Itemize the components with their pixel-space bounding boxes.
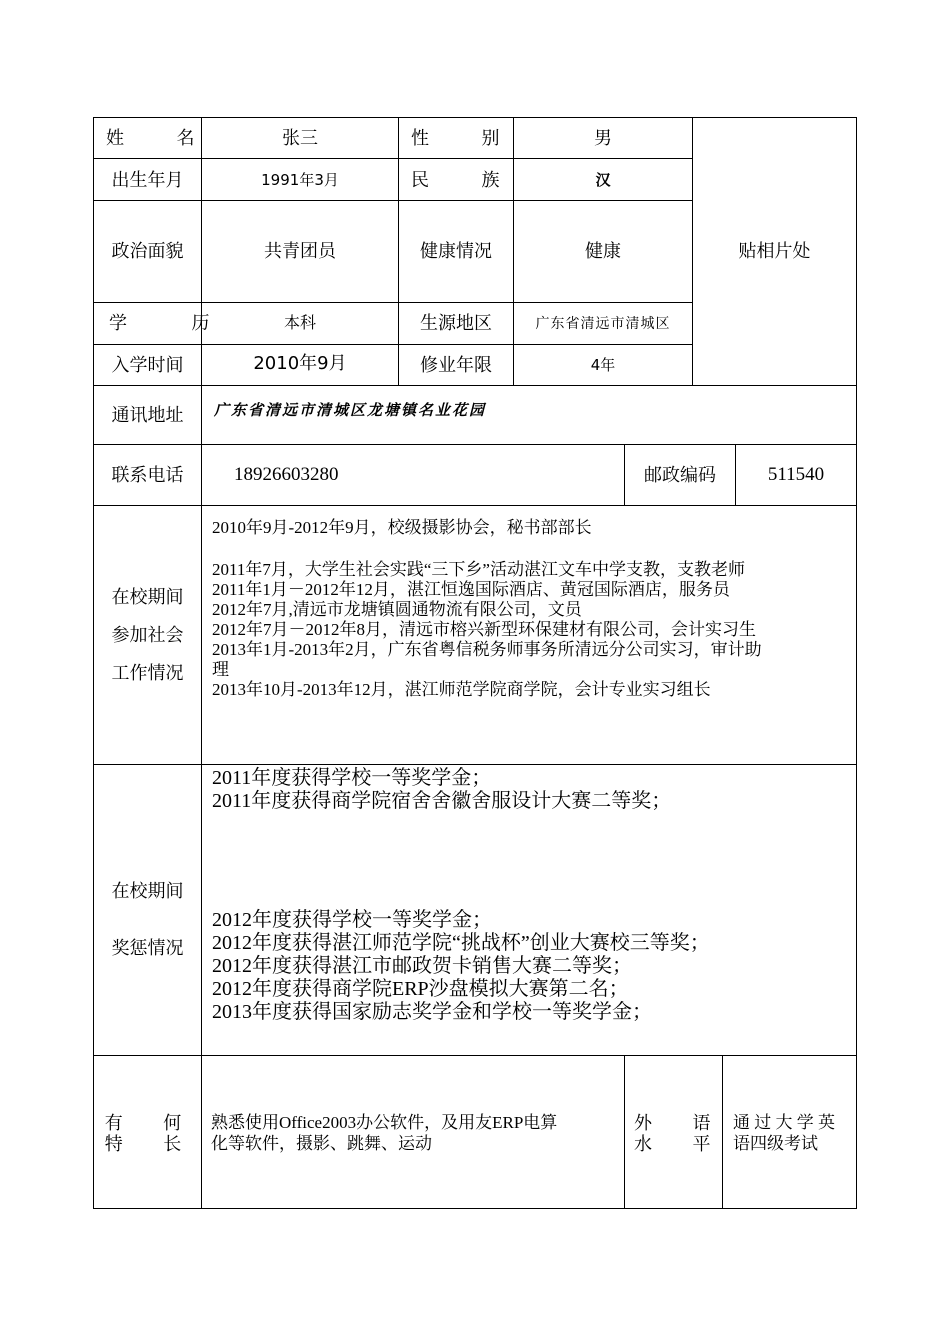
duration-value: 4年 <box>590 356 616 374</box>
birth-value: 1991年3月 <box>261 171 339 189</box>
list-item: 2011年度获得学校一等奖学金； <box>212 767 492 789</box>
gender-value: 男 <box>594 128 612 148</box>
list-item: 2012年7月,清远市龙塘镇圆通物流有限公司，文员 <box>212 600 582 619</box>
award-label-line1: 在校期间 <box>111 881 184 901</box>
table-border <box>93 1208 857 1209</box>
row-divider <box>93 158 693 159</box>
list-item: 2011年1月－2012年12月，湛江恒逸国际酒店、黄冠国际酒店，服务员 <box>212 580 730 599</box>
address-label: 通讯地址 <box>111 405 184 425</box>
work-label-line3: 工作情况 <box>111 663 184 683</box>
health-value: 健康 <box>585 241 621 261</box>
postcode-label: 邮政编码 <box>644 465 716 485</box>
origin-value: 广东省清远市清城区 <box>535 316 671 332</box>
ethnicity-label: 民 族 <box>411 170 524 190</box>
postcode-value: 511540 <box>767 464 825 485</box>
photo-placeholder: 贴相片处 <box>738 241 811 261</box>
row-divider <box>93 505 857 506</box>
language-value-line2: 语四级考试 <box>733 1134 818 1153</box>
skills-label-line2: 特 长 <box>104 1134 200 1154</box>
table-border <box>93 117 857 118</box>
gender-label: 性 别 <box>411 128 524 148</box>
list-item: 2011年度获得商学院宿舍舍徽舍服设计大赛二等奖； <box>212 790 672 812</box>
language-value-line1: 通 过 大 学 英 <box>733 1113 835 1132</box>
education-label: 学 历 <box>109 313 240 333</box>
work-list <box>212 518 762 700</box>
list-item: 2013年度获得国家励志奖学金和学校一等奖学金； <box>212 1001 652 1023</box>
political-label: 政治面貌 <box>111 241 184 261</box>
list-item: 2012年度获得湛江师范学院“挑战杯”创业大赛校三等奖； <box>212 932 710 954</box>
address-value: 广东省清远市清城区龙塘镇名业花园 <box>214 401 487 419</box>
skills-value-line1: 熟悉使用Office2003办公软件，及用友ERP电算 <box>211 1113 558 1132</box>
birth-label: 出生年月 <box>111 170 184 190</box>
row-divider <box>93 444 857 445</box>
list-item: 2010年9月-2012年9月，校级摄影协会，秘书部部长 <box>212 518 592 537</box>
col-divider <box>201 117 202 1209</box>
skills-label-line1: 有 何 <box>104 1113 200 1133</box>
phone-label: 联系电话 <box>111 465 184 485</box>
row-divider <box>93 200 693 201</box>
award-label-line2: 奖惩情况 <box>111 938 184 958</box>
work-label-line1: 在校期间 <box>111 587 184 607</box>
row-divider <box>93 764 857 765</box>
language-label-line2: 水 平 <box>634 1134 729 1154</box>
enroll-value: 2010年9月 <box>253 353 347 374</box>
political-value: 共青团员 <box>264 241 336 261</box>
phone-value: 18926603280 <box>234 464 339 485</box>
row-divider <box>93 302 693 303</box>
skills-value-line2: 化等软件，摄影、跳舞、运动 <box>211 1134 432 1153</box>
row-divider <box>93 385 857 386</box>
education-value: 本科 <box>283 315 316 332</box>
list-item: 2013年10月-2013年12月，湛江师范学院商学院，会计专业实习组长 <box>212 680 711 699</box>
health-label: 健康情况 <box>420 241 492 261</box>
origin-label: 生源地区 <box>420 313 492 333</box>
name-value: 张三 <box>282 128 318 148</box>
work-label-line2: 参加社会 <box>111 625 184 645</box>
row-divider <box>93 1055 857 1056</box>
duration-label: 修业年限 <box>420 355 492 375</box>
list-item: 2012年度获得湛江市邮政贺卡销售大赛二等奖； <box>212 955 632 977</box>
list-item: 2013年1月-2013年2月，广东省粤信税务师事务所清远分公司实习，审计助 <box>212 640 762 659</box>
ethnicity-value: 汉 <box>595 171 611 189</box>
list-item: 理 <box>212 660 229 679</box>
table-border <box>856 117 857 1209</box>
list-item: 2012年度获得学校一等奖学金； <box>212 909 492 931</box>
name-label: 姓 名 <box>106 128 219 148</box>
enroll-label: 入学时间 <box>111 355 184 375</box>
row-divider <box>93 344 693 345</box>
award-list <box>212 767 710 1024</box>
list-item: 2011年7月，大学生社会实践“三下乡”活动湛江文车中学支教，支教老师 <box>212 560 745 579</box>
list-item: 2012年7月－2012年8月，清远市榕兴新型环保建材有限公司，会计实习生 <box>212 620 756 639</box>
list-item: 2012年度获得商学院ERP沙盘模拟大赛第二名； <box>212 978 629 1000</box>
language-label-line1: 外 语 <box>634 1113 729 1133</box>
